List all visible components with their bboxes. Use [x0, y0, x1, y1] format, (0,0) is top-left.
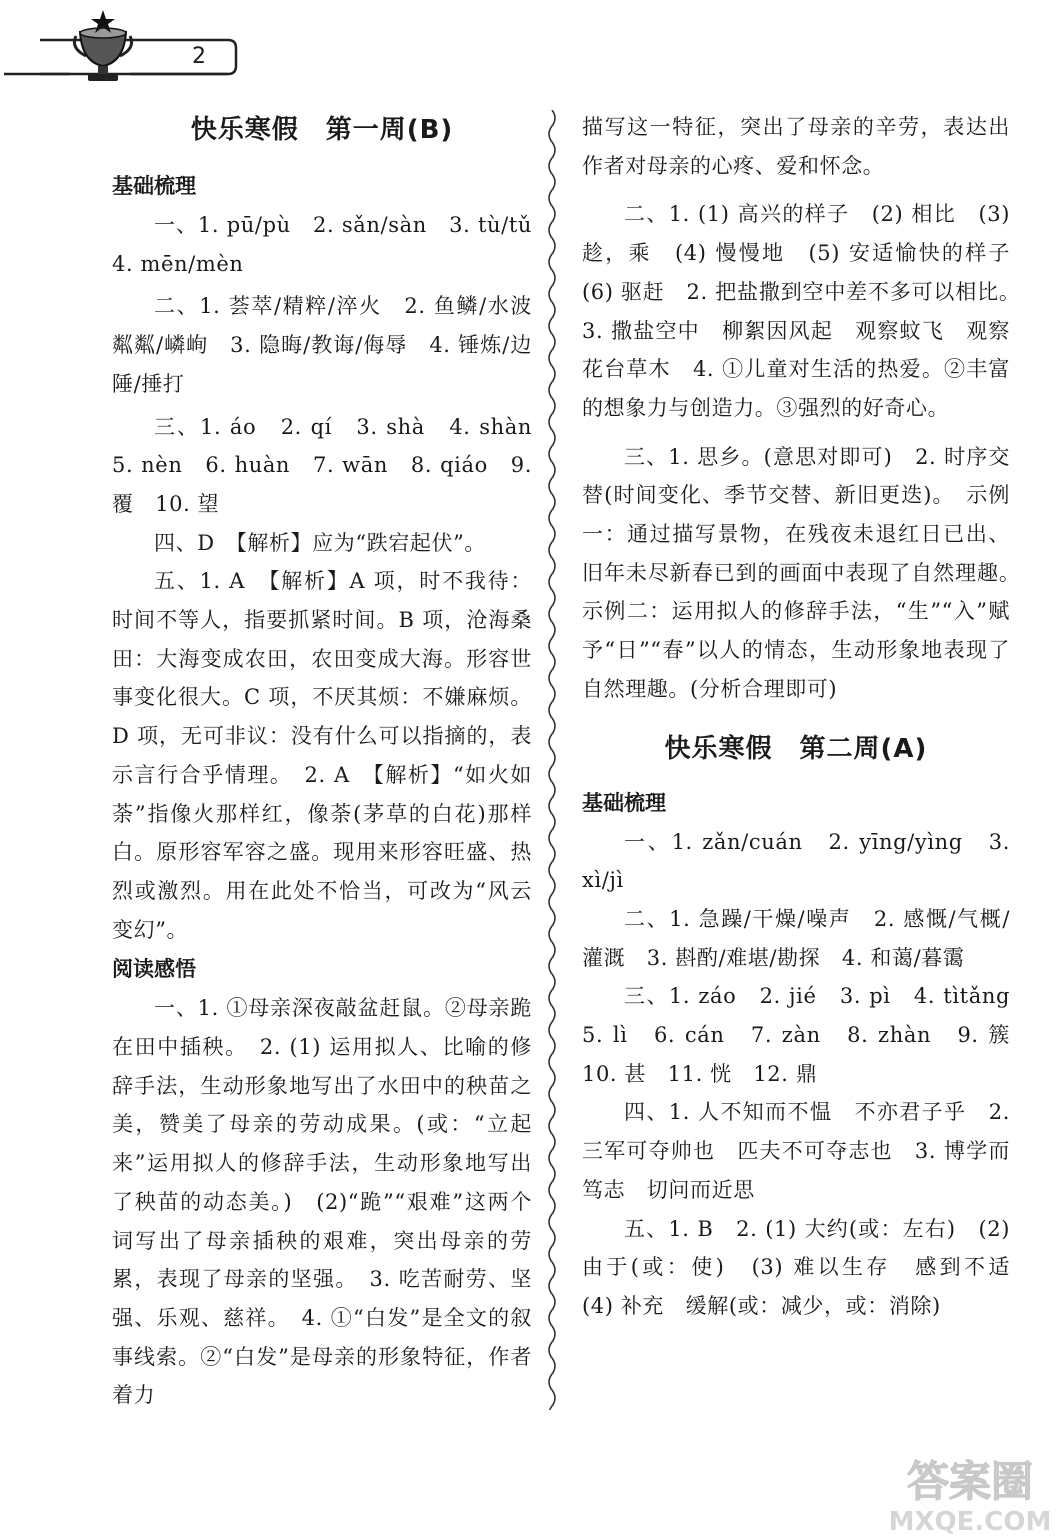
answer-block: 一、1. pū/pù 2. sǎn/sàn 3. tù/tǔ 4. mēn/mèn [112, 213, 554, 276]
answer-block: 一、1. ①母亲深夜敲盆赶鼠。②母亲跪在田中插秧。 2. (1) 运用拟人、比喻的修辞手法，生动形象地写出了水田中的秧苗之美，赞美了母亲的劳动成果。(或：“立起来”运用拟人的修辞手法，生动形象地写出了秧苗的动态美。) (2)“跪”“艰难”这两个词写出了母亲插秧的艰难，突出母亲的劳累，表现了母亲的坚强。 3. 吃苦耐劳、坚强、乐观、慈祥。 4. ①“白发”是全文的叙事线索。②“白发”是母亲的形象特征，作者着力 [112, 996, 532, 1408]
page-number: 2 [192, 44, 206, 69]
watermark-main: 答案圈 [906, 1457, 1034, 1506]
answer-block: 二、1. 荟萃/精粹/淬火 2. 鱼鳞/水波粼粼/嶙峋 3. 隐晦/教诲/侮辱 4. 锤炼/边陲/捶打 [112, 294, 532, 396]
answer-block: 五、1. A 【解析】A 项，时不我待：时间不等人，指要抓紧时间。B 项，沧海桑田：大海变成农田，农田变成大海。形容世事变化很大。C 项，不厌其烦：不嫌麻烦。D 项，无可非议：没有什么可以指摘的，表示言行合乎情理。 2. A 【解析】“如火如荼”指像火那样红，像荼(茅草的白花)那样白。原形容军容之盛。现用来形容旺盛、热烈或激烈。用在此处不恰当，可改为“风云变幻”。 [112, 569, 532, 942]
page-header [0, 0, 260, 100]
answer-block: 四、1. 人不知而不愠 不亦君子乎 2. 三军可夺帅也 匹夫不可夺志也 3. 博学而笃志 切问而近思 [582, 1100, 1010, 1202]
trophy-icon [0, 0, 260, 100]
answer-block: 三、1. záo 2. jié 3. pì 4. tìtǎng 5. lì 6. cán 7. zàn 8. zhàn 9. 簇 10. 甚 11. 恍 12. 鼎 [582, 984, 1032, 1086]
answer-block: 五、1. B 2. (1) 大约(或：左右) (2) 由于(或：使) (3) 难以生存 感到不适 (4) 补充 缓解(或：减少，或：消除) [582, 1216, 1032, 1318]
section-title-week1-b: 快乐寒假 第一周(B) [190, 115, 454, 145]
heading-basics: 基础梳理 [582, 790, 666, 815]
answer-block: 二、1. 急躁/干燥/噪声 2. 感慨/气概/灌溉 3. 斟酌/难堪/勘探 4. 和蔼/暮霭 [582, 906, 1010, 970]
answer-block: 二、1. (1) 高兴的样子 (2) 相比 (3) 趁，乘 (4) 慢慢地 (5) 安适愉快的样子 (6) 驱赶 2. 把盐撒到空中差不多可以相比。 3. 撒盐空中 柳絮因风起 观察蚊飞 观察花台草木 4. ①儿童对生活的热爱。②丰富的想象力与创造力。③强烈的好奇心。 [582, 202, 1032, 420]
section-title-week2-a: 快乐寒假 第二周(A) [664, 733, 928, 764]
left-column [112, 108, 554, 1415]
answer-block: 描写这一特征，突出了母亲的辛劳，表达出作者对母亲的心疼、爱和怀念。 [582, 115, 1010, 178]
answer-block: 三、1. áo 2. qí 3. shà 4. shàn 5. nèn 6. huàn 7. wān 8. qiáo 9. 覆 10. 望 [112, 414, 554, 516]
right-column [582, 108, 1032, 1326]
column-divider [541, 110, 563, 1410]
answer-block: 三、1. 思乡。(意思对即可) 2. 时序交替(时间变化、季节交替、新旧更迭)。 示例一：通过描写景物，在残夜未退红日已出、旧年未尽新春已到的画面中表现了自然理趣。 示例二：运用拟人的修辞手法，“生”“入”赋予“日”“春”以人的情态，生动形象地表现了自然理趣。(分析合理即可) [582, 444, 1032, 701]
watermark-sub: MXQE.COM [888, 1507, 1052, 1536]
heading-reading: 阅读感悟 [112, 957, 196, 982]
answer-block: 四、D 【解析】应为“跌宕起伏”。 [154, 530, 487, 555]
answer-block: 一、1. zǎn/cuán 2. yīng/yìng 3. xì/jì [582, 829, 1010, 893]
watermark-logo [880, 1450, 1060, 1536]
heading-basics: 基础梳理 [112, 174, 196, 198]
